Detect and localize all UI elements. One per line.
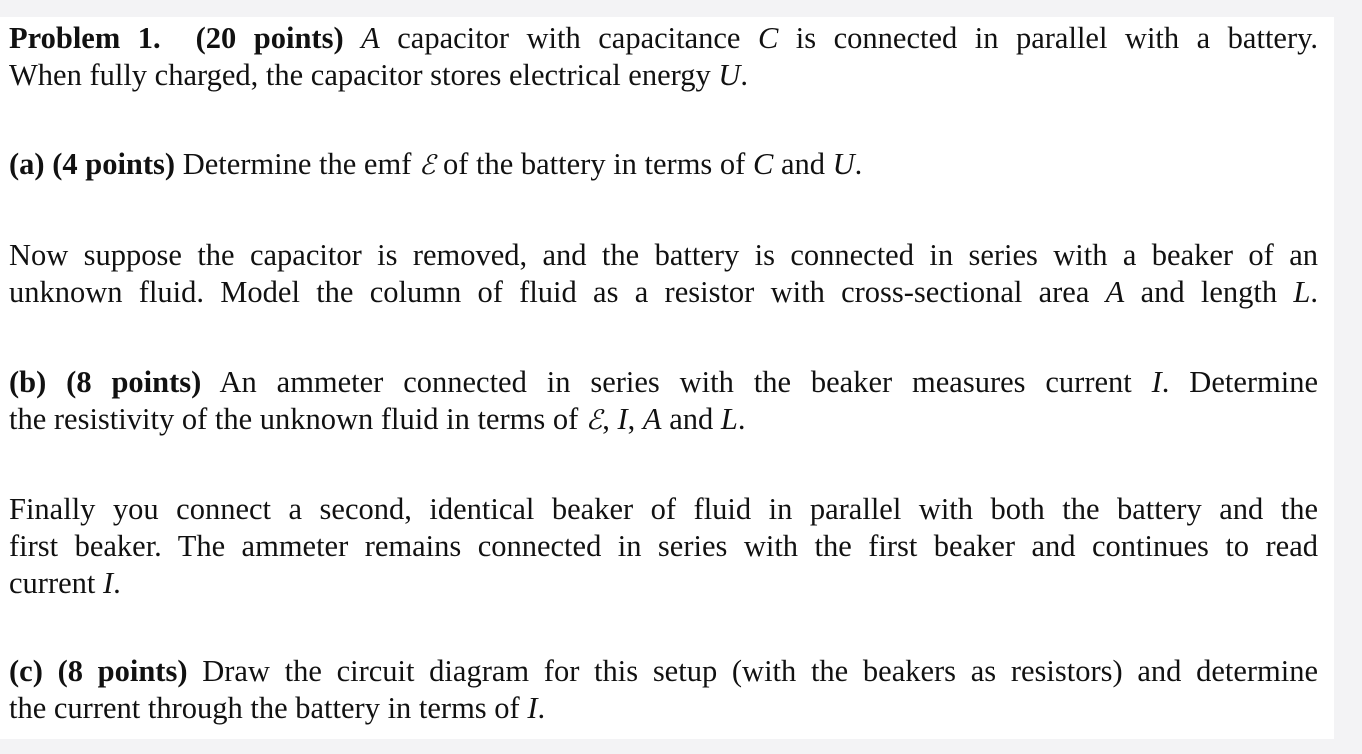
problem-points: (20 points) xyxy=(195,21,344,55)
part-a-line xyxy=(9,146,1318,184)
part-a-points: (4 points) xyxy=(52,147,176,181)
part-c-points: (8 points) xyxy=(57,654,188,688)
problem-statement xyxy=(9,20,1318,94)
transition-1-line-1: Now suppose the capacitor is removed, and the battery is connected in series with a beaker of an xyxy=(9,238,1318,272)
problem-line-1 xyxy=(9,20,1318,57)
part-a xyxy=(9,146,1318,184)
transition-paragraph-1 xyxy=(9,237,1318,311)
part-b xyxy=(9,364,1318,439)
part-c-line-1 xyxy=(9,653,1318,690)
part-b-label: (b) xyxy=(9,365,47,399)
part-c-label: (c) xyxy=(9,654,43,688)
part-a-text: Determine the emf ℰ of the battery in terms of C and U. xyxy=(182,147,863,181)
transition-2-line-1: Finally you connect a second, identical beaker of fluid in parallel with both the battery and the xyxy=(9,492,1318,526)
problem-text-2: When fully charged, the capacitor stores electrical energy U. xyxy=(9,58,749,92)
transition-1-line-2: unknown fluid. Model the column of fluid as a resistor with cross-sectional area A and length L. xyxy=(9,275,1318,309)
part-b-text-2: the resistivity of the unknown fluid in terms of ℰ, I, A and L. xyxy=(9,402,746,436)
problem-label: Problem 1. xyxy=(9,21,161,55)
transition-2-line-3: current I. xyxy=(9,566,121,600)
part-b-line-1 xyxy=(9,364,1318,401)
part-b-points: (8 points) xyxy=(66,365,202,399)
part-a-label: (a) xyxy=(9,147,45,181)
part-b-text-1: An ammeter connected in series with the beaker measures current I. Determine xyxy=(219,365,1319,399)
transition-paragraph-2 xyxy=(9,491,1318,602)
transition-2-line-2: first beaker. The ammeter remains connected in series with the first beaker and continues to read xyxy=(9,529,1318,563)
problem-text-1: A capacitor with capacitance C is connected in parallel with a battery. xyxy=(361,21,1319,55)
part-c-text-2: the current through the battery in terms of I. xyxy=(9,691,546,725)
part-c-text-1: Draw the circuit diagram for this setup (with the beakers as resistors) and determine xyxy=(202,654,1319,688)
part-c xyxy=(9,653,1318,727)
